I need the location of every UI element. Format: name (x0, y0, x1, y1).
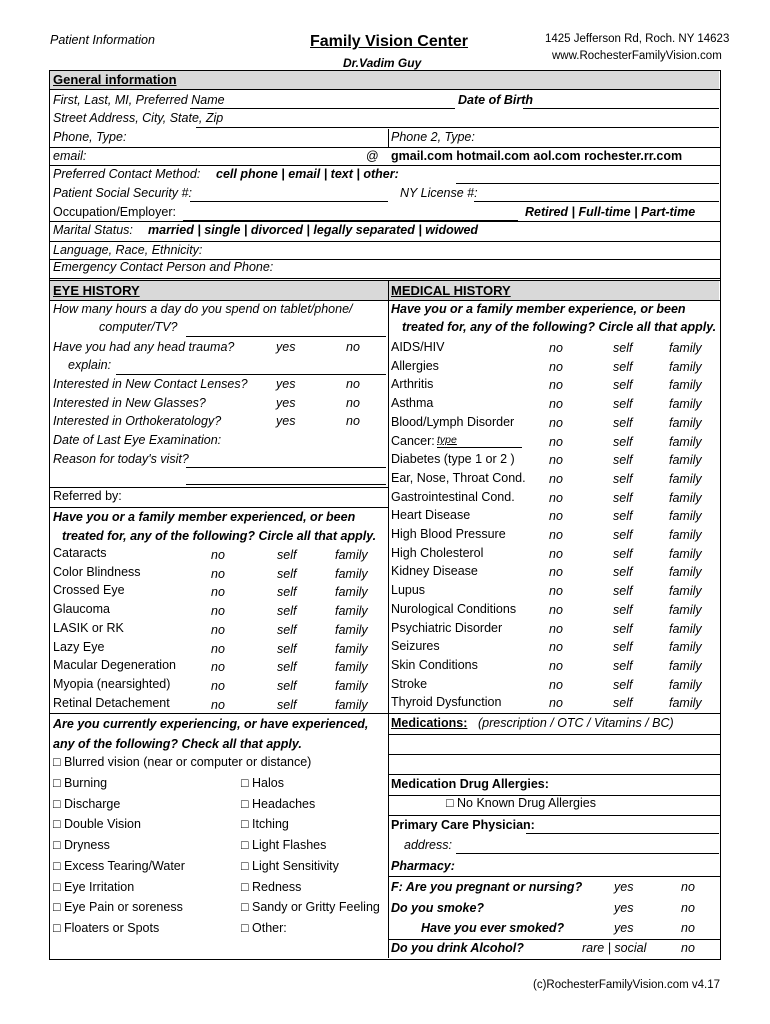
dob-label: Date of Birth (458, 93, 533, 107)
medical-condition-family[interactable]: family (669, 509, 702, 524)
pregnant-yes[interactable]: yes (614, 880, 634, 894)
eye-question-yes[interactable]: yes (276, 396, 296, 410)
medical-condition-family[interactable]: family (669, 397, 702, 412)
header-left-label: Patient Information (50, 33, 155, 47)
medical-condition-no[interactable]: no (549, 378, 563, 393)
eye-condition-no[interactable]: no (211, 566, 225, 581)
eye-condition-name: Glaucoma (53, 602, 110, 617)
medical-condition-no[interactable]: no (549, 677, 563, 692)
medical-condition-family[interactable]: family (669, 359, 702, 374)
medical-condition-family[interactable]: family (669, 490, 702, 505)
medical-condition-name: High Cholesterol (391, 545, 484, 560)
medical-condition-name: Arthritis (391, 377, 434, 392)
emergency-label: Emergency Contact Person and Phone: (53, 260, 274, 274)
eye-condition-self[interactable]: self (277, 697, 297, 712)
symptom-checkbox[interactable]: □ Halos (241, 776, 284, 790)
medical-condition-family[interactable]: family (669, 584, 702, 599)
eye-condition-self[interactable]: self (277, 678, 297, 693)
eye-condition-no[interactable]: no (211, 604, 225, 619)
drug-allergies-label: Medication Drug Allergies: (391, 777, 549, 791)
pharmacy-label: Pharmacy: (391, 859, 455, 873)
eye-condition-self[interactable]: self (277, 660, 297, 675)
medical-condition-self[interactable]: self (613, 584, 633, 599)
medical-condition-family[interactable]: family (669, 453, 702, 468)
page-title: Family Vision Center (310, 33, 468, 50)
eye-condition-family[interactable]: family (335, 604, 368, 619)
medical-condition-no[interactable]: no (549, 341, 563, 355)
explain-field[interactable] (116, 374, 386, 375)
email-at: @ (366, 149, 379, 163)
eye-condition-self[interactable]: self (277, 622, 297, 637)
medical-condition-self[interactable]: self (613, 546, 633, 561)
medical-condition-family[interactable]: family (669, 677, 702, 692)
symptom-checkbox[interactable]: □ Dryness (53, 838, 110, 853)
pcp-field[interactable] (526, 833, 719, 834)
screen-hours-question: How many hours a day do you spend on tablet/phone/ (53, 302, 353, 316)
eye-condition-no[interactable]: no (211, 641, 225, 656)
symptom-checkbox[interactable]: □ Sandy or Gritty Feeling (241, 900, 380, 915)
ever-smoked-no[interactable]: no (681, 921, 695, 935)
referred-field[interactable] (49, 507, 389, 508)
eye-condition-self[interactable]: self (277, 604, 297, 619)
eye-condition-self[interactable]: self (277, 641, 297, 656)
smoke-question: Do you smoke? (391, 901, 485, 915)
medical-condition-name: AIDS/HIV (391, 340, 445, 354)
eye-question-label: Interested in New Glasses? (53, 396, 206, 410)
symptom-checkbox[interactable]: □ Discharge (53, 796, 121, 811)
medical-condition-no[interactable]: no (549, 397, 563, 412)
license-label: NY License #: (400, 186, 478, 200)
eye-family-question: Have you or a family member experienced, or been (53, 510, 356, 524)
email-domains: gmail.com hotmail.com aol.com rochester.rr.com (391, 149, 683, 163)
doctor-name: Dr.Vadim Guy (343, 56, 422, 70)
medications-field-2[interactable] (388, 754, 720, 755)
medical-condition-name: Gastrointestinal Cond. (391, 489, 515, 504)
eye-condition-no[interactable]: no (211, 585, 225, 600)
medical-condition-no[interactable]: no (549, 528, 563, 542)
medical-condition-name: Lupus (391, 583, 426, 598)
medical-condition-family[interactable]: family (669, 565, 702, 580)
medications-field-3[interactable] (388, 774, 720, 775)
contact-other-field[interactable] (456, 183, 719, 184)
pharmacy-field[interactable] (388, 876, 720, 877)
license-field[interactable] (474, 201, 719, 202)
pcp-label: Primary Care Physician: (391, 818, 535, 832)
contact-method-label: Preferred Contact Method: (53, 167, 201, 181)
reason-label: Reason for today's visit? (53, 452, 189, 466)
pcp-address-label: address: (404, 838, 452, 852)
medical-condition-name: Ear, Nose, Throat Cond. (391, 470, 526, 485)
medical-condition-self[interactable]: self (613, 658, 633, 673)
medical-condition-self[interactable]: self (613, 415, 633, 430)
eye-condition-name: Macular Degeneration (53, 658, 176, 673)
medical-condition-self[interactable]: self (613, 509, 633, 524)
medical-condition-name: Kidney Disease (391, 564, 478, 579)
eye-question-label: Interested in Orthokeratology? (53, 414, 222, 428)
address-field[interactable] (196, 127, 719, 128)
pregnant-no[interactable]: no (681, 880, 695, 894)
eye-question-no[interactable]: no (346, 414, 360, 428)
symptom-checkbox[interactable]: □ Light Sensitivity (241, 858, 339, 873)
eye-family-question-cont: treated for, any of the following? Circle all that apply. (62, 529, 377, 543)
medical-history-heading: MEDICAL HISTORY (391, 283, 511, 298)
emergency-field[interactable] (49, 278, 720, 279)
symptom-checkbox[interactable]: □ Burning (53, 776, 108, 790)
medical-condition-family[interactable]: family (669, 546, 702, 561)
symptom-checkbox[interactable]: □ Itching (241, 817, 289, 832)
medical-condition-family[interactable]: family (669, 528, 702, 542)
medical-condition-family[interactable]: family (669, 378, 702, 393)
eye-condition-name: Myopia (nearsighted) (53, 676, 171, 691)
medical-condition-no[interactable]: no (549, 584, 563, 599)
ever-smoked-yes[interactable]: yes (614, 921, 634, 935)
medical-condition-no[interactable]: no (549, 621, 563, 636)
medical-condition-name: Skin Conditions (391, 657, 478, 672)
medications-field[interactable] (388, 734, 720, 735)
medical-condition-name: Diabetes (type 1 or 2 ) (391, 452, 515, 467)
medical-condition-self[interactable]: self (613, 677, 633, 692)
history-heading-bar (50, 281, 719, 300)
medical-condition-family[interactable]: family (669, 602, 702, 617)
language-label: Language, Race, Ethnicity: (53, 243, 203, 257)
ssn-label: Patient Social Security #: (53, 186, 192, 200)
ssn-field[interactable] (190, 201, 388, 202)
symptom-checkbox[interactable]: □ Redness (241, 879, 302, 894)
medical-condition-family[interactable]: family (669, 341, 702, 355)
symptoms-question-cont: any of the following? Check all that apply. (53, 737, 302, 751)
medical-condition-no[interactable]: no (549, 415, 563, 430)
eye-condition-no[interactable]: no (211, 697, 225, 712)
general-heading: General information (53, 72, 177, 87)
symptom-checkbox[interactable]: □ Eye Pain or soreness (53, 900, 183, 915)
medical-condition-name: Heart Disease (391, 508, 471, 523)
medical-condition-no[interactable]: no (549, 658, 563, 673)
eye-question-yes[interactable]: yes (276, 414, 296, 428)
employment-options[interactable]: Retired | Full-time | Part-time (525, 205, 696, 219)
ever-smoked-question: Have you ever smoked? (421, 921, 565, 935)
reason-field[interactable] (186, 467, 386, 468)
medical-condition-no[interactable]: no (549, 640, 563, 655)
medical-condition-no[interactable]: no (549, 602, 563, 617)
medical-condition-self[interactable]: self (613, 341, 633, 355)
symptom-blurred-vision[interactable]: □ Blurred vision (near or computer or distance) (53, 755, 312, 769)
eye-condition-family[interactable]: family (335, 548, 368, 562)
eye-condition-family[interactable]: family (335, 641, 368, 656)
name-field[interactable] (190, 108, 455, 109)
smoke-no[interactable]: no (681, 901, 695, 915)
no-known-drug-allergies-checkbox[interactable]: □ No Known Drug Allergies (446, 796, 596, 810)
medical-condition-self[interactable]: self (613, 490, 633, 505)
eye-condition-family[interactable]: family (335, 678, 368, 693)
medical-condition-self[interactable]: self (613, 696, 633, 711)
reason-field-2[interactable] (186, 484, 386, 485)
footer-copyright: (c)RochesterFamilyVision.com v4.17 (533, 979, 721, 991)
medical-condition-name: Blood/Lymph Disorder (391, 414, 515, 429)
eye-condition-family[interactable]: family (335, 660, 368, 675)
referred-label: Referred by: (53, 489, 122, 503)
eye-condition-name: Cataracts (53, 546, 107, 560)
symptom-checkbox[interactable]: □ Light Flashes (241, 838, 327, 853)
eye-question-label: Have you had any head trauma? (53, 340, 235, 354)
clinic-address: 1425 Jefferson Rd, Roch. NY 14623 (545, 33, 730, 45)
medical-condition-self[interactable]: self (613, 602, 633, 617)
contact-method-options[interactable]: cell phone | email | text | other: (216, 167, 399, 181)
medical-condition-name: Allergies (391, 358, 439, 373)
eye-condition-no[interactable]: no (211, 678, 225, 693)
eye-question-yes[interactable]: yes (276, 340, 296, 354)
eye-condition-no[interactable]: no (211, 548, 225, 562)
eye-history-heading: EYE HISTORY (53, 283, 140, 298)
medical-condition-family[interactable]: family (669, 415, 702, 430)
dob-field[interactable] (523, 108, 719, 109)
explain-label: explain: (68, 358, 112, 372)
medical-condition-no[interactable]: no (549, 471, 563, 486)
phone-field[interactable] (49, 147, 720, 148)
symptom-checkbox[interactable]: □ Other: (241, 920, 287, 935)
medical-condition-family[interactable]: family (669, 640, 702, 655)
symptom-checkbox[interactable]: □ Double Vision (53, 817, 141, 832)
symptom-checkbox[interactable]: □ Excess Tearing/Water (53, 858, 185, 873)
symptom-checkbox[interactable]: □ Eye Irritation (53, 879, 135, 894)
cancer-type-hint: type (437, 434, 457, 446)
alcohol-question: Do you drink Alcohol? (391, 941, 524, 955)
eye-condition-family[interactable]: family (335, 622, 368, 637)
eye-question-no[interactable]: no (346, 340, 360, 354)
medical-condition-name: Seizures (391, 639, 440, 654)
medical-condition-name: Psychiatric Disorder (391, 620, 503, 635)
eye-question-no[interactable]: no (346, 377, 360, 391)
eye-condition-family[interactable]: family (335, 585, 368, 600)
pregnant-question: F: Are you pregnant or nursing? (391, 880, 583, 894)
medical-condition-no[interactable]: no (549, 359, 563, 374)
medical-condition-name: Asthma (391, 396, 434, 411)
medical-condition-self[interactable]: self (613, 565, 633, 580)
medical-condition-self[interactable]: self (613, 378, 633, 393)
screen-hours-field[interactable] (186, 336, 386, 337)
medications-hint: (prescription / OTC / Vitamins / BC) (478, 716, 674, 730)
eye-condition-no[interactable]: no (211, 622, 225, 637)
medical-condition-family[interactable]: family (669, 471, 702, 486)
symptoms-question: Are you currently experiencing, or have experienced, (53, 717, 369, 731)
medical-condition-no[interactable]: no (549, 453, 563, 468)
column-divider (388, 280, 389, 958)
last-exam-label: Date of Last Eye Examination: (53, 433, 222, 447)
medical-condition-name: Nurological Conditions (391, 601, 517, 616)
medical-condition-self[interactable]: self (613, 397, 633, 412)
cancer-type-field[interactable] (437, 447, 522, 448)
medical-condition-family[interactable]: family (669, 696, 702, 711)
clinic-website[interactable]: www.RochesterFamilyVision.com (552, 50, 722, 62)
medical-family-question: Have you or a family member experience, or been (391, 302, 686, 316)
medical-family-question-cont: treated for, any of the following? Circle all that apply. (402, 320, 717, 334)
medical-condition-no[interactable]: no (549, 434, 563, 449)
medical-condition-name: Cancer: (391, 433, 435, 448)
email-label: email: (53, 149, 87, 163)
smoke-yes[interactable]: yes (614, 901, 634, 915)
eye-question-yes[interactable]: yes (276, 377, 296, 391)
eye-question-label: Interested in New Contact Lenses? (53, 377, 248, 391)
medical-condition-name: Stroke (391, 676, 428, 691)
eye-condition-name: Color Blindness (53, 564, 141, 579)
phone2-label: Phone 2, Type: (391, 130, 475, 144)
eye-question-no[interactable]: no (346, 396, 360, 410)
medical-condition-self[interactable]: self (613, 528, 633, 542)
phone-label: Phone, Type: (53, 130, 127, 144)
alcohol-options[interactable]: rare | social (582, 941, 647, 955)
screen-hours-question-cont: computer/TV? (99, 320, 178, 334)
eye-condition-family[interactable]: family (335, 566, 368, 581)
medical-condition-no[interactable]: no (549, 565, 563, 580)
name-label: First, Last, MI, Preferred Name (53, 93, 225, 107)
marital-options[interactable]: married | single | divorced | legally separated | widowed (148, 223, 479, 237)
eye-condition-self[interactable]: self (277, 548, 297, 562)
medical-condition-self[interactable]: self (613, 359, 633, 374)
medical-condition-self[interactable]: self (613, 453, 633, 468)
email-field[interactable] (49, 165, 720, 166)
medical-condition-no[interactable]: no (549, 490, 563, 505)
medical-condition-no[interactable]: no (549, 696, 563, 711)
medical-condition-name: Thyroid Dysfunction (391, 695, 502, 710)
medical-condition-no[interactable]: no (549, 546, 563, 561)
medical-condition-name: High Blood Pressure (391, 527, 506, 541)
medical-condition-self[interactable]: self (613, 640, 633, 655)
pcp-address-field[interactable] (456, 853, 719, 854)
eye-condition-self[interactable]: self (277, 585, 297, 600)
medical-condition-family[interactable]: family (669, 621, 702, 636)
occupation-label: Occupation/Employer: (53, 205, 176, 219)
eye-condition-name: Retinal Detachement (53, 695, 170, 710)
eye-condition-no[interactable]: no (211, 660, 225, 675)
eye-condition-name: Lazy Eye (53, 639, 105, 654)
alcohol-no[interactable]: no (681, 941, 695, 955)
eye-condition-family[interactable]: family (335, 697, 368, 712)
eye-condition-name: Crossed Eye (53, 583, 125, 598)
medical-condition-no[interactable]: no (549, 509, 563, 524)
address-label: Street Address, City, State, Zip (53, 111, 224, 125)
medical-condition-family[interactable]: family (669, 434, 702, 449)
medical-condition-self[interactable]: self (613, 434, 633, 449)
medical-condition-self[interactable]: self (613, 621, 633, 636)
eye-condition-self[interactable]: self (277, 566, 297, 581)
symptom-checkbox[interactable]: □ Headaches (241, 796, 316, 811)
symptom-checkbox[interactable]: □ Floaters or Spots (53, 920, 160, 935)
medical-condition-family[interactable]: family (669, 658, 702, 673)
eye-condition-name: LASIK or RK (53, 620, 124, 635)
marital-label: Marital Status: (53, 223, 133, 237)
medical-condition-self[interactable]: self (613, 471, 633, 486)
medications-label: Medications: (391, 716, 468, 730)
